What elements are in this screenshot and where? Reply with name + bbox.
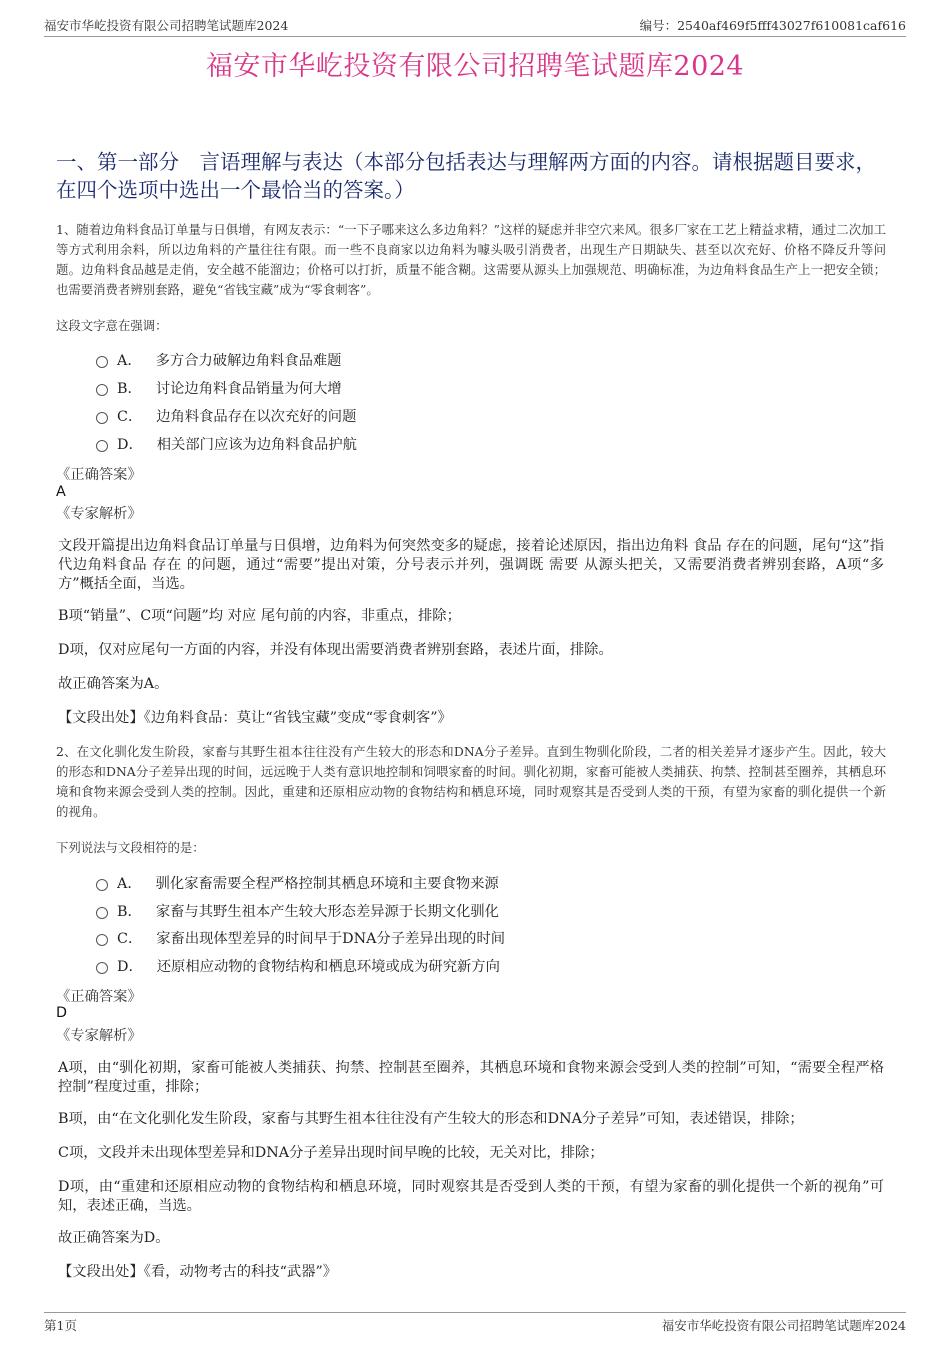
q2-answer-label: 《正确答案》 — [56, 989, 142, 1005]
q2-analysis-p5: 故正确答案为D。 — [58, 1230, 170, 1246]
radio-icon[interactable] — [96, 934, 108, 946]
q1-analysis-p1: 文段开篇提出边角料食品订单量与日俱增，边角料为何突然变多的疑虑，接着论述原因，指出边角料 食品 存在的问题，尾句“这”指代边角料食品 存在 的问题，通过“需要”提出对策，分号表示并列，强调既 需要 从源头把关，又需要消费者辨别套路，A项“多方”概括全面，当选。 — [58, 538, 884, 592]
radio-icon[interactable] — [96, 384, 108, 396]
q2-analysis-p4: D项，由“重建和还原相应动物的食物结构和栖息环境，同时观察其是否受到人类的干预，有望为家畜的驯化提供一个新的视角”可知，表述正确，当选。 — [58, 1179, 884, 1214]
q2-analysis-label: 《专家解析》 — [56, 1028, 142, 1044]
q2-option-c[interactable]: C． 家畜出现体型差异的时间早于DNA分子差异出现的时间 — [96, 928, 505, 948]
q1-source: 【文段出处】《边角料食品：莫让“省钱宝藏”变成“零食刺客”》 — [58, 710, 452, 726]
q1-passage: 1、随着边角料食品订单量与日俱增，有网友表示：“一下子哪来这么多边角料？”这样的疑虑并非空穴来风。很多厂家在工艺上精益求精，通过二次加工等方式利用余料，所以边角料的产量往往有限。而一些不良商家以边角料为噱头吸引消费者，出现生产日期缺失、甚至以次充好、价格不降反升等问题。边角料食品越是走俏，安全越不能溜边；价格可以打折，质量不能含糊。这需要从源头上加强规范、明确标准，为边角料食品生产上一把安全锁；也需要消费者辨别套路，避免“省钱宝藏”成为“零食刺客”。 — [56, 222, 886, 297]
q2-option-b[interactable]: B． 家畜与其野生祖本产生较大形态差异源于长期文化驯化 — [96, 901, 499, 921]
q2-answer: D — [56, 1005, 68, 1021]
q1-answer-label: 《正确答案》 — [56, 467, 142, 483]
q2-analysis-p2: B项，由“在文化驯化发生阶段，家畜与其野生祖本往往没有产生较大的形态和DNA分子差异”可知，表述错误，排除； — [58, 1111, 804, 1127]
q2-option-a[interactable]: A． 驯化家畜需要全程严格控制其栖息环境和主要食物来源 — [96, 873, 499, 893]
q1-analysis-p2: B项“销量”、C项“问题”均 对应 尾句前的内容，非重点，排除； — [58, 608, 461, 624]
q2-source: 【文段出处】《看，动物考古的科技“武器”》 — [58, 1264, 338, 1280]
header-doc-id: 编号：2540af469f5fff43027f610081caf616 — [639, 18, 906, 33]
q1-option-c[interactable]: C． 边角料食品存在以次充好的问题 — [96, 406, 356, 426]
q1-answer: A — [56, 484, 66, 500]
q1-analysis-p4: 故正确答案为A。 — [58, 676, 169, 692]
q2-analysis-p1: A项，由“驯化初期，家畜可能被人类捕获、拘禁、控制甚至圈养，其栖息环境和食物来源会受到人类的控制”可知，“需要全程严格控制”程度过重，排除； — [58, 1060, 884, 1095]
q1-analysis-label: 《专家解析》 — [56, 506, 142, 522]
section-heading: 一、第一部分 言语理解与表达（本部分包括表达与理解两方面的内容。请根据题目要求，在四个选项中选出一个最恰当的答案。） — [56, 150, 876, 202]
q1-option-d[interactable]: D． 相关部门应该为边角料食品护航 — [96, 434, 357, 454]
q1-analysis-p3: D项，仅对应尾句一方面的内容，并没有体现出需要消费者辨别套路，表述片面，排除。 — [58, 642, 613, 658]
footer-doc-title: 福安市华屹投资有限公司招聘笔试题库2024 — [661, 1318, 906, 1333]
page-footer — [44, 1312, 906, 1333]
q2-analysis-p3: C项，文段并未出现体型差异和DNA分子差异出现时间早晚的比较，无关对比，排除； — [58, 1145, 604, 1161]
radio-icon[interactable] — [96, 907, 108, 919]
q2-passage: 2、在文化驯化发生阶段，家畜与其野生祖本往往没有产生较大的形态和DNA分子差异。直到生物驯化阶段，二者的相关差异才逐步产生。因此，较大的形态和DNA分子差异出现的时间，远远晚于人类有意识地控制和饲喂家畜的时间。驯化初期，家畜可能被人类捕获、拘禁、控制甚至圈养，其栖息环境和食物来源会受到人类的控制。因此，重建和还原相应动物的食物结构和栖息环境，同时观察其是否受到人类的干预，有望为家畜的驯化提供一个新的视角。 — [56, 744, 886, 819]
footer-page-number: 第1页 — [44, 1318, 77, 1333]
header-doc-title: 福安市华屹投资有限公司招聘笔试题库2024 — [44, 18, 289, 33]
q1-prompt: 这段文字意在强调： — [56, 318, 168, 333]
radio-icon[interactable] — [96, 356, 108, 368]
q1-option-a[interactable]: A． 多方合力破解边角料食品难题 — [96, 350, 341, 370]
radio-icon[interactable] — [96, 440, 108, 452]
page-header — [44, 14, 906, 37]
radio-icon[interactable] — [96, 412, 108, 424]
radio-icon[interactable] — [96, 879, 108, 891]
radio-icon[interactable] — [96, 962, 108, 974]
q1-option-b[interactable]: B． 讨论边角料食品销量为何大增 — [96, 378, 342, 398]
page-title: 福安市华屹投资有限公司招聘笔试题库2024 — [205, 51, 745, 82]
q2-prompt: 下列说法与文段相符的是： — [56, 840, 205, 855]
q2-option-d[interactable]: D． 还原相应动物的食物结构和栖息环境或成为研究新方向 — [96, 956, 500, 976]
